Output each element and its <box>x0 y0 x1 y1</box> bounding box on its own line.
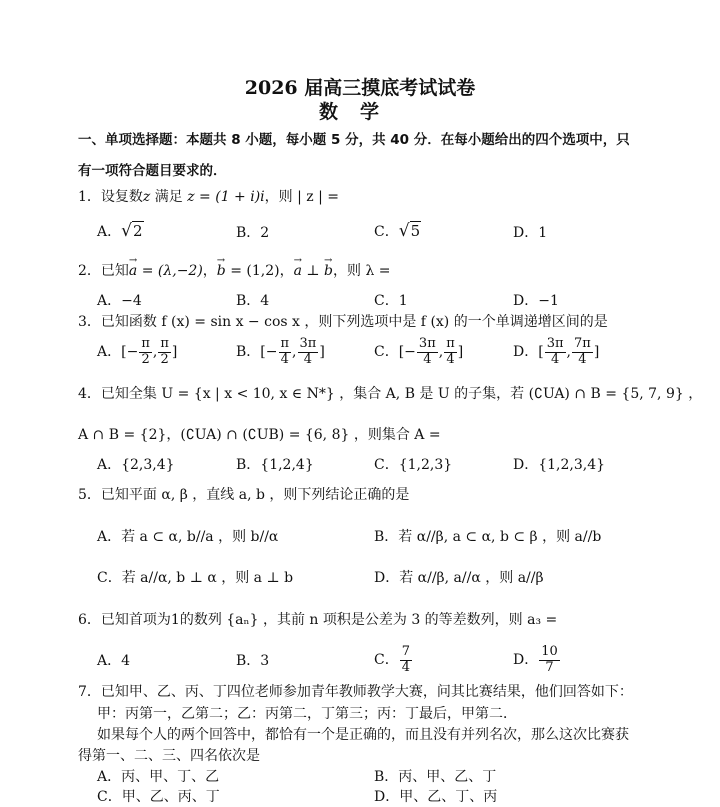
q6-option-b[interactable]: B．3 <box>236 653 270 669</box>
question-2 <box>78 262 391 280</box>
frac-num: 10 <box>541 643 558 659</box>
section-heading-line1: 一、单项选择题：本题共 8 小题，每小题 5 分，共 40 分．在每小题给出的四个选项中，只 <box>78 132 630 148</box>
question-3 <box>78 313 608 331</box>
question-5 <box>78 486 409 504</box>
q5-option-b[interactable]: B．若 α//β, a ⊂ α, b ⊂ β ，则 a//b <box>374 529 602 545</box>
vector-b-2: → b <box>324 262 333 280</box>
fraction <box>400 645 412 676</box>
q7-option-d[interactable]: D．甲、乙、丁、丙 <box>374 789 498 805</box>
q7-stem-line2: 甲：丙第一，乙第二；乙：丙第二，丁第三；丙：丁最后，甲第二． <box>97 706 517 722</box>
fraction <box>139 337 152 368</box>
q1-option-c[interactable] <box>374 222 421 241</box>
q3-option-d-label: D． <box>513 344 539 360</box>
q3-option-a-label: A． <box>97 344 122 360</box>
frac-num: π <box>446 335 455 351</box>
frac-den: 4 <box>550 351 560 367</box>
q3-option-c[interactable]: C．[− $\frac{3\pi}{4}$ , $\frac{\pi}{4}$ ] <box>374 335 464 367</box>
fraction <box>545 337 566 368</box>
question-4 <box>78 385 702 403</box>
q6-option-c[interactable] <box>374 641 413 679</box>
q2-sep2: ， <box>279 263 294 279</box>
q1-option-b[interactable]: B．2 <box>236 225 270 241</box>
q3-stem: 已知函数 f (x) = sin x − cos x ，则下列选项中是 f (x) 的一个单调递增区间的是 <box>100 314 608 330</box>
q2-option-d[interactable]: D．−1 <box>513 293 559 309</box>
frac-den: 2 <box>160 351 169 367</box>
frac-den: 4 <box>423 351 432 367</box>
q6-stem: 已知首项为1的数列 {aₙ} ，其前 n 项积是公差为 3 的等差数列，则 a₃ = <box>100 612 558 628</box>
frac-den: 2 <box>141 351 150 367</box>
fraction <box>572 337 593 368</box>
frac-den: 4 <box>401 659 410 675</box>
q4-stem-line1: 已知全集 U = {x | x < 10, x ∈ N*} ，集合 A, B 是 U 的子集，若 (∁UA) ∩ B = {5, 7, 9} ， <box>100 386 703 402</box>
q5-option-c[interactable]: C．若 a//α, b ⊥ α ，则 a ⊥ b <box>97 570 294 586</box>
q1-option-c-label: C． <box>374 224 399 240</box>
q5-option-a[interactable]: A．若 a ⊂ α, b//a ，则 b//α <box>97 529 279 545</box>
vector-a-2: → a <box>294 262 302 280</box>
q2-option-b[interactable]: B．4 <box>236 293 270 309</box>
q2-stem-post: ，则 λ = <box>333 263 391 279</box>
q4-option-a[interactable]: A．{2,3,4} <box>97 457 175 473</box>
vector-b: → b <box>217 262 226 280</box>
q6-option-d[interactable] <box>513 641 561 679</box>
q3-option-c-label: C． <box>374 344 399 360</box>
q2-stem-pre: 已知 <box>100 263 129 279</box>
q5-stem: 已知平面 α, β ，直线 a, b ，则下列结论正确的是 <box>100 487 410 503</box>
q1-option-d[interactable]: D．1 <box>513 225 548 241</box>
q7-option-a[interactable]: A．丙、甲、丁、乙 <box>97 769 220 785</box>
frac-num: π <box>141 335 150 351</box>
question-7 <box>78 683 633 701</box>
q1-option-a[interactable] <box>97 222 144 241</box>
q4-option-c[interactable]: C．{1,2,3} <box>374 457 453 473</box>
q7-option-b[interactable]: B．丙、甲、乙、丁 <box>374 769 497 785</box>
q4-option-d[interactable]: D．{1,2,3,4} <box>513 457 606 473</box>
q1-option-a-label: A． <box>97 224 122 240</box>
fraction <box>279 337 292 368</box>
q1-stem-post: ，则 | z | = <box>264 189 339 205</box>
q1-option-a-value: 2 <box>132 222 143 240</box>
q4-number: 4． <box>78 386 101 402</box>
frac-num: 7 <box>401 643 410 659</box>
frac-den: 4 <box>303 351 313 367</box>
q6-number: 6． <box>78 612 101 628</box>
question-1 <box>78 188 339 206</box>
frac-num: 3π <box>418 335 436 351</box>
sqrt-symbol: √5 <box>398 221 421 241</box>
frac-num: 3π <box>299 335 317 351</box>
q1-option-c-value: 5 <box>410 222 421 240</box>
q5-option-d[interactable]: D．若 α//β, a//α ，则 a//β <box>374 570 544 586</box>
perp-symbol: ⊥ <box>301 263 325 279</box>
frac-num: π <box>280 335 290 351</box>
sqrt-symbol: √2 <box>121 221 143 241</box>
q1-expr: z = (1 + i)i <box>187 189 265 205</box>
exam-title: 2026 届高三摸底考试试卷 <box>244 77 476 99</box>
fraction <box>298 337 319 368</box>
question-6 <box>78 611 557 629</box>
q1-stem-mid: 满足 <box>150 189 188 205</box>
q4-option-b[interactable]: B．{1,2,4} <box>236 457 314 473</box>
section-heading-line2: 有一项符合题目要求的． <box>78 163 227 179</box>
fraction <box>417 337 438 368</box>
frac-den: 4 <box>446 351 455 367</box>
q3-number: 3． <box>78 314 101 330</box>
q3-option-b-label: B． <box>236 344 261 360</box>
q7-stem-line1: 已知甲、乙、丙、丁四位老师参加青年教师教学大赛，问其比赛结果，他们回答如下： <box>100 684 633 700</box>
fraction <box>539 645 560 676</box>
frac-num: 3π <box>546 335 564 351</box>
q2-sep: ， <box>202 263 217 279</box>
frac-den: 4 <box>578 351 587 367</box>
q1-var: z <box>142 189 151 205</box>
vector-a: → a <box>129 262 137 280</box>
q6-option-d-label: D． <box>513 652 539 668</box>
q6-option-a[interactable]: A．4 <box>97 653 131 669</box>
fraction <box>444 337 457 368</box>
q3-option-d[interactable]: D．[ $\frac{3\pi}{4}$ , $\frac{7\pi}{4}$ ] <box>513 335 600 367</box>
q3-option-b[interactable]: B．[− $\frac{\pi}{4}$ , $\frac{3\pi}{4}$ ] <box>236 335 325 367</box>
q6-option-c-label: C． <box>374 652 399 668</box>
q7-stem-line4: 得第一、二、三、四名依次是 <box>78 748 260 764</box>
q7-number: 7． <box>78 684 101 700</box>
subject-heading: 数学 <box>318 101 401 123</box>
frac-den: 7 <box>545 659 554 675</box>
frac-den: 4 <box>280 351 289 367</box>
q2-b-value: = (1,2) <box>225 263 280 279</box>
q4-stem-line2: A ∩ B = {2}，(∁UA) ∩ (∁UB) = {6, 8} ，则集合 A = <box>78 427 441 443</box>
q5-number: 5． <box>78 487 101 503</box>
frac-num: 7π <box>573 335 591 351</box>
q1-number: 1． <box>78 189 101 205</box>
q3-option-a[interactable]: A．[− $\frac{\pi}{2}$ , $\frac{\pi}{2}$ ] <box>97 335 178 367</box>
q7-option-c[interactable]: C．甲、乙、丙、丁 <box>97 789 220 805</box>
q2-option-c[interactable]: C．1 <box>374 293 408 309</box>
frac-num: π <box>160 335 169 351</box>
q7-stem-line3: 如果每个人的两个回答中，都恰有一个是正确的，而且没有并列名次，那么这次比赛获 <box>97 727 629 743</box>
q1-stem-pre: 设复数 <box>100 189 143 205</box>
q2-number: 2． <box>78 263 101 279</box>
q2-a-value: = (λ,−2) <box>137 263 203 279</box>
q2-option-a[interactable]: A．−4 <box>97 293 142 309</box>
fraction <box>158 337 171 368</box>
